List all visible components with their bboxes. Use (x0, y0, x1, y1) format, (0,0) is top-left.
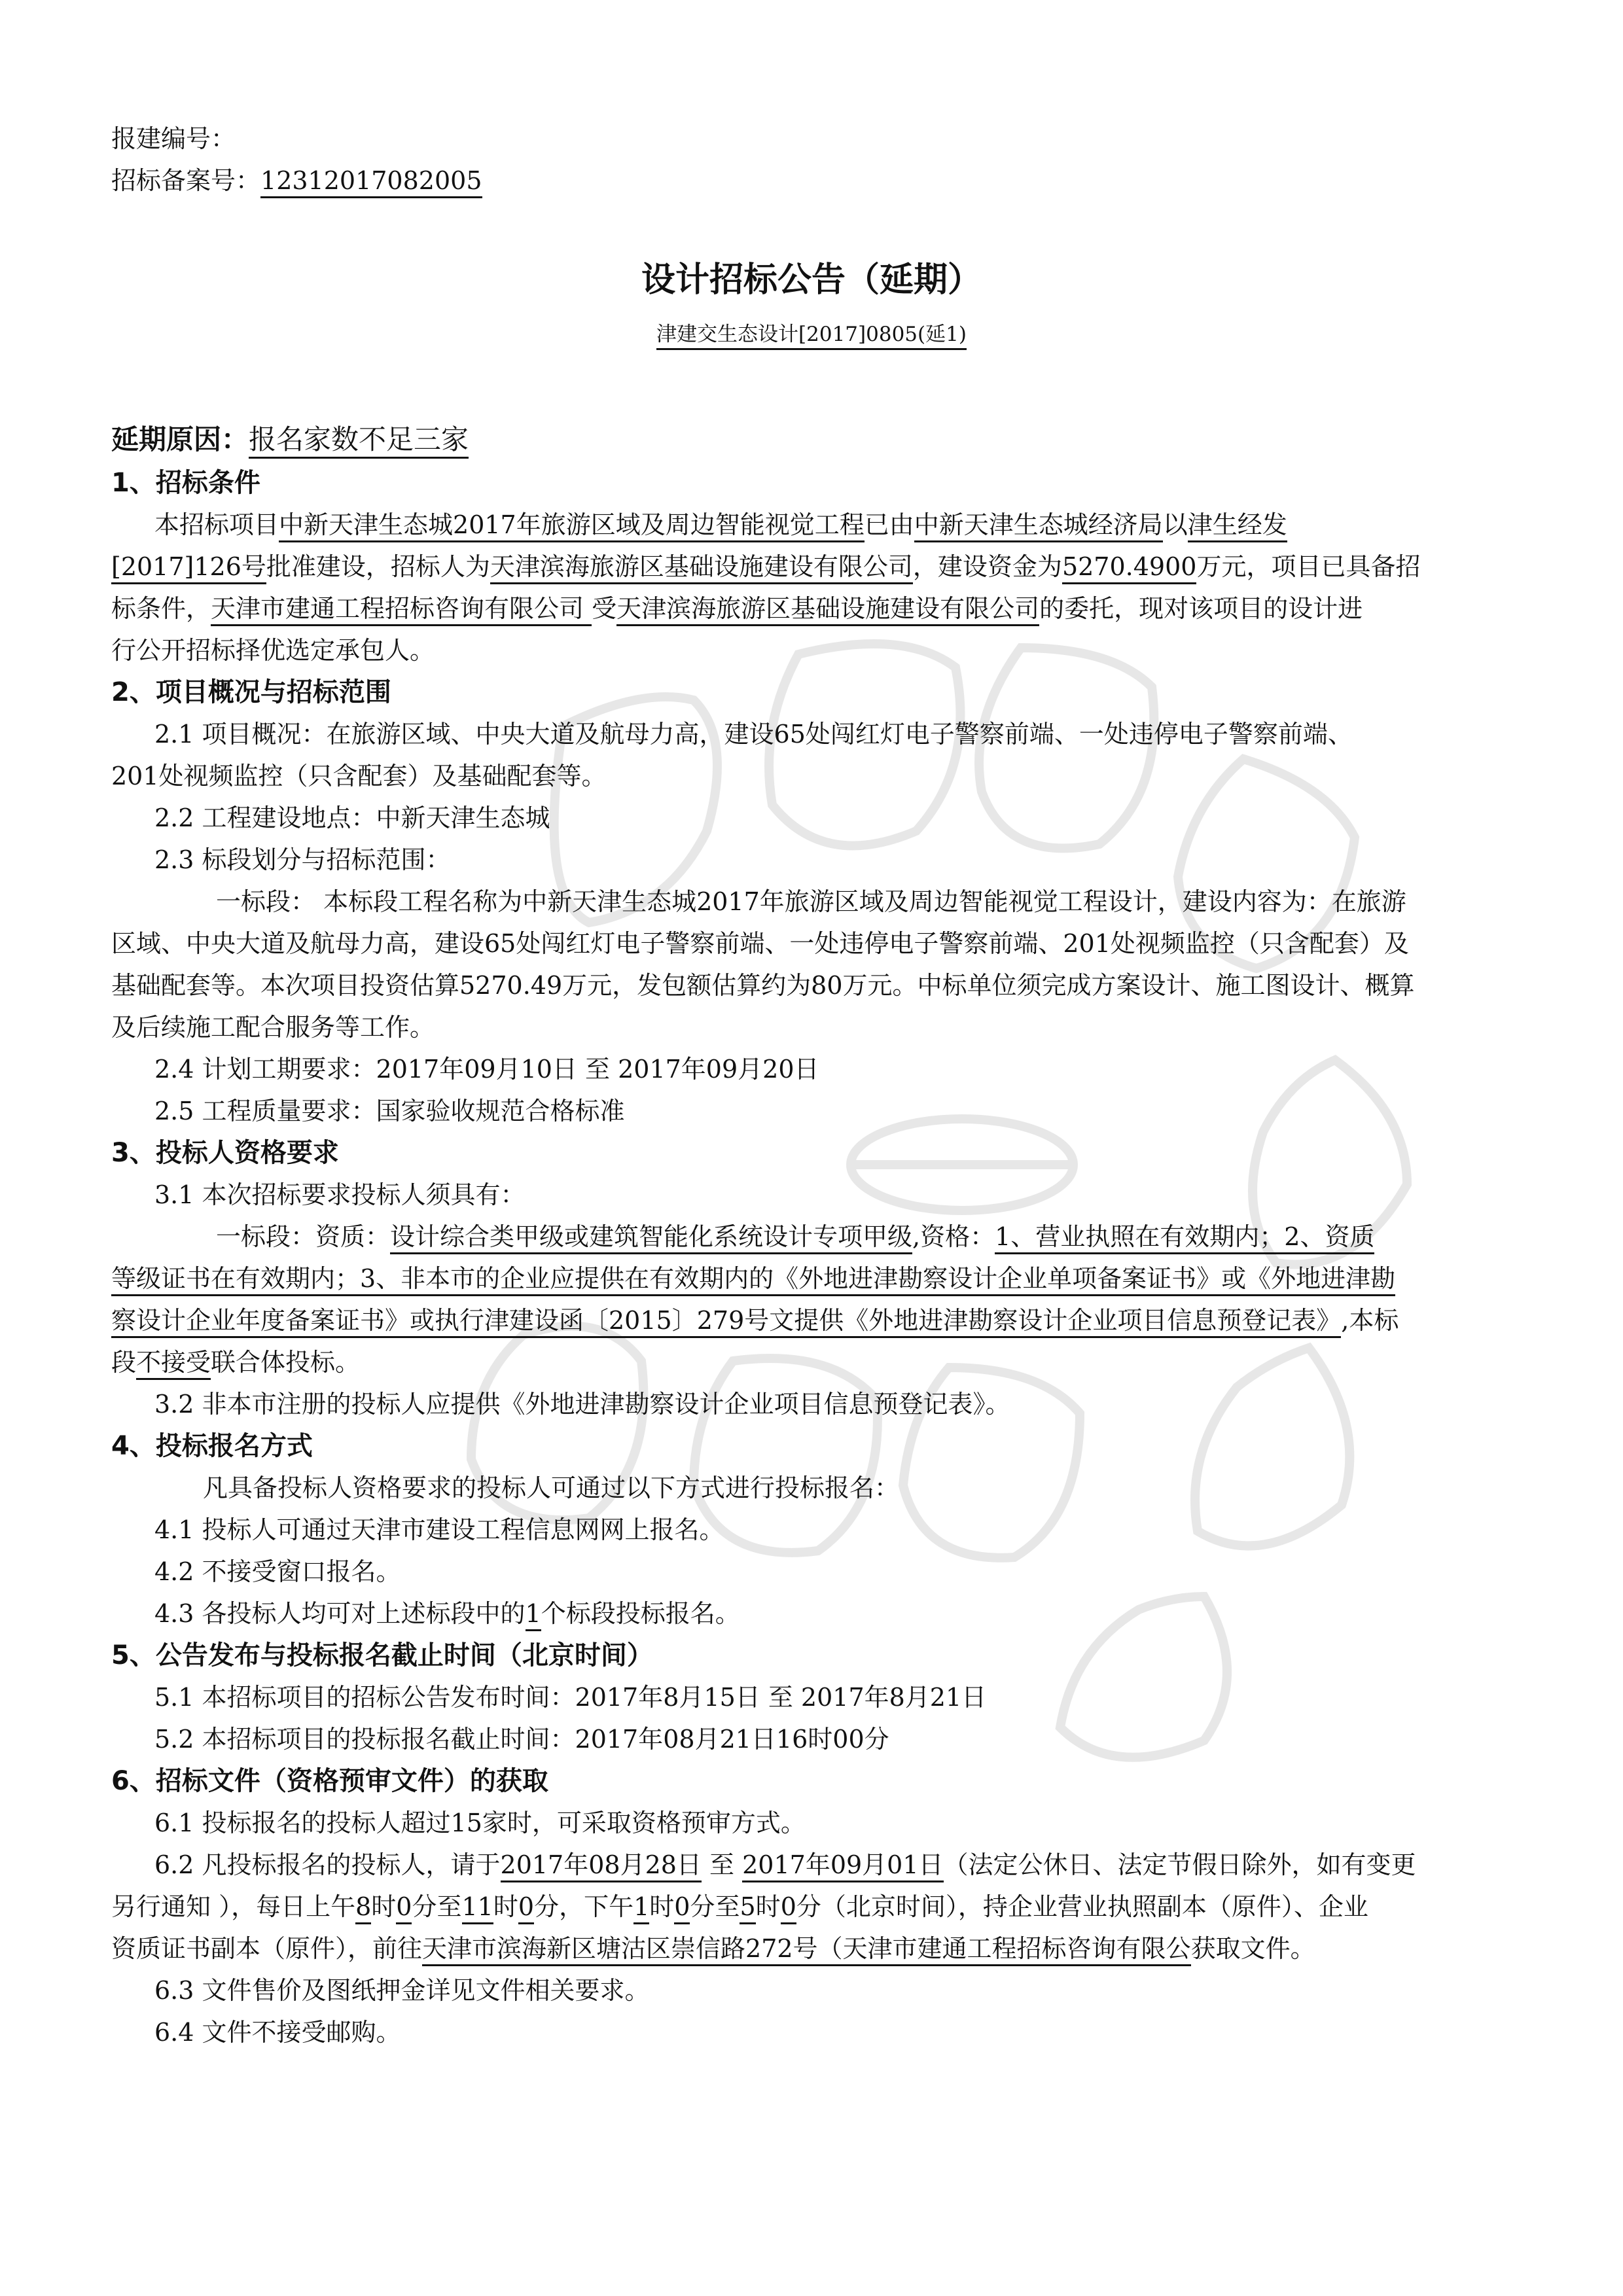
tenderer-name: 天津滨海旅游区基础设施建设有限公司 (490, 552, 913, 584)
s6-text: 时 (755, 1892, 781, 1921)
ba-number-label: 招标备案号： (111, 166, 261, 195)
s6-line-1: 6.1 投标报名的投标人超过15家时，可采取资格预审方式。 (154, 1809, 806, 1837)
s2-line-5: 一标段： 本标段工程名称为中新天津生态城2017年旅游区域及周边智能视觉工程设计，建设内容为：在旅游 (216, 887, 1406, 916)
time-value: 5 (740, 1892, 755, 1924)
project-name: 中新天津生态城2017年旅游区域及周边智能视觉工程 (279, 510, 865, 542)
delay-reason-label: 延期原因： (111, 423, 249, 455)
time-value: 11 (462, 1892, 493, 1924)
bj-number-label: 报建编号： (111, 124, 236, 153)
s2-line-6: 区域、中央大道及航母力高，建设65处闯红灯电子警察前端、一处违停电子警察前端、201处视频监控（只含配套）及 (111, 929, 1409, 958)
section-1-heading: 1、招标条件 (111, 468, 260, 498)
delay-reason-value: 报名家数不足三家 (249, 423, 469, 459)
s4-line-1: 4.1 投标人可通过天津市建设工程信息网网上报名。 (154, 1515, 724, 1544)
s4-intro: 凡具备投标人资格要求的投标人可通过以下方式进行投标报名： (203, 1474, 900, 1502)
time-value: 0 (674, 1892, 690, 1924)
s6-text: 分，下午 (534, 1892, 634, 1921)
approval-authority: 中新天津生态城经济局 (914, 510, 1163, 542)
s6-line-6: 6.4 文件不接受邮购。 (154, 2018, 401, 2047)
s6-text: 时 (649, 1892, 675, 1921)
s4-text: 个标段投标报名。 (541, 1599, 740, 1628)
eligibility-requirement: 察设计企业年度备案证书》或执行津建设函〔2015〕279号文提供《外地进津勘察设计企业项目信息预登记表》 (111, 1306, 1341, 1338)
s1-text: 标条件， (111, 594, 211, 623)
s3-text: 一标段：资质： (216, 1222, 391, 1251)
start-date: 2017年08月28日 (501, 1850, 702, 1882)
s6-text: 6.2 凡投标报名的投标人，请于 (154, 1850, 501, 1879)
s1-text: 的委托，现对该项目的设计进 (1039, 594, 1363, 623)
time-value: 0 (396, 1892, 412, 1924)
s6-text: 分（北京时间），持企业营业执照副本（原件）、企业 (796, 1892, 1368, 1921)
doc-number-text: 津建交生态设计[2017]0805(延1) (656, 323, 967, 350)
s1-line-1 (154, 504, 1287, 546)
s1-line-2 (111, 546, 1420, 588)
page-title: 设计招标公告（延期） (641, 260, 982, 300)
s6-line-2 (154, 1844, 1416, 1886)
section-2-heading: 2、项目概况与招标范围 (111, 677, 391, 707)
s6-text: 资质证书副本（原件），前往 (111, 1934, 423, 1963)
s2-line-1: 2.1 项目概况：在旅游区域、中央大道及航母力高，建设65处闯红灯电子警察前端、一处违停电子警察前端、 (154, 720, 1353, 749)
time-value: 0 (781, 1892, 796, 1924)
s6-line-5: 6.3 文件售价及图纸押金详见文件相关要求。 (154, 1976, 650, 2005)
s1-line-3 (111, 588, 1363, 629)
section-3-heading: 3、投标人资格要求 (111, 1138, 339, 1168)
s6-text: 获取文件。 (1190, 1934, 1315, 1963)
s1-text: 以 (1162, 510, 1188, 539)
s6-line-4 (111, 1928, 1315, 1969)
s3-line-1: 3.1 本次招标要求投标人须具有： (154, 1180, 526, 1209)
section-6-heading: 6、招标文件（资格预审文件）的获取 (111, 1766, 548, 1796)
s2-line-10: 2.5 工程质量要求：国家验收规范合格标准 (154, 1097, 625, 1125)
s6-line-3 (111, 1886, 1368, 1928)
s6-text: 另行通知 ），每日上午 (111, 1892, 356, 1921)
section-5-heading: 5、公告发布与投标报名截止时间（北京时间） (111, 1640, 653, 1670)
consortium-policy: 不接受 (136, 1348, 211, 1380)
eligibility-requirement: 等级证书在有效期内；3、非本市的企业应提供在有效期内的《外地进津勘察设计企业单项备案证书》或《外地进津勘 (111, 1264, 1395, 1296)
ba-number-value: 12312017082005 (260, 166, 482, 198)
s3-text: ,本标 (1341, 1306, 1399, 1335)
s3-text: 联合体投标。 (211, 1348, 361, 1377)
s1-text: ，建设资金为 (912, 552, 1062, 581)
time-value: 0 (518, 1892, 534, 1924)
s2-line-8: 及后续施工配合服务等工作。 (111, 1013, 435, 1042)
s6-text: 分至 (690, 1892, 740, 1921)
delay-reason-line (111, 419, 469, 461)
s2-line-7: 基础配套等。本次项目投资估算5270.49万元，发包额估算约为80万元。中标单位须完成方案设计、施工图设计、概算 (111, 971, 1415, 1000)
s5-line-1: 5.1 本招标项目的招标公告发布时间：2017年8月15日 至 2017年8月21日 (154, 1683, 987, 1712)
s5-line-2: 5.2 本招标项目的投标报名截止时间：2017年08月21日16时00分 (154, 1725, 889, 1754)
ba-number-line (111, 160, 482, 202)
eligibility-requirement: 1、营业执照在有效期内；2、资质 (995, 1222, 1374, 1254)
s1-text: 受 (592, 594, 617, 623)
s2-line-4: 2.3 标段划分与招标范围： (154, 845, 451, 874)
pickup-address: 天津市滨海新区塘沽区崇信路272号（天津市建通工程招标咨询有限公 (422, 1934, 1191, 1966)
time-value: 8 (355, 1892, 371, 1924)
s6-text: （法定公休日、法定节假日除外，如有变更 (943, 1850, 1416, 1879)
s6-text: 分至 (412, 1892, 462, 1921)
s3-line-3 (111, 1258, 1395, 1299)
s4-line-3 (154, 1593, 740, 1634)
lot-count: 1 (526, 1599, 541, 1631)
s2-line-3: 2.2 工程建设地点：中新天津生态城 (154, 804, 550, 832)
s1-text: 万元，项目已具备招 (1196, 552, 1421, 581)
s6-text: 时 (493, 1892, 518, 1921)
funding-amount: 5270.4900 (1062, 552, 1197, 584)
s4-text: 4.3 各投标人均可对上述标段中的 (154, 1599, 526, 1628)
s3-line-6: 3.2 非本市注册的投标人应提供《外地进津勘察设计企业项目信息预登记表》。 (154, 1390, 1010, 1419)
s4-line-2: 4.2 不接受窗口报名。 (154, 1557, 401, 1586)
s2-line-9: 2.4 计划工期要求：2017年09月10日 至 2017年09月20日 (154, 1055, 819, 1084)
s1-text: 本招标项目 (154, 510, 279, 539)
s3-line-2 (216, 1216, 1374, 1258)
doc-number (0, 317, 1623, 347)
approval-doc-prefix: 津生经发 (1188, 510, 1287, 542)
s6-text: 至 (701, 1850, 743, 1879)
s3-text: 段 (111, 1348, 137, 1377)
s1-text: 已由 (864, 510, 914, 539)
s6-text: 时 (371, 1892, 397, 1921)
time-value: 1 (633, 1892, 649, 1924)
s3-line-4 (111, 1299, 1399, 1341)
s3-line-5 (111, 1341, 360, 1383)
s1-line-4: 行公开招标择优选定承包人。 (111, 636, 435, 665)
qualification-requirement: 设计综合类甲级或建筑智能化系统设计专项甲级 (390, 1222, 912, 1254)
end-date: 2017年09月01日 (742, 1850, 943, 1882)
s2-line-2: 201处视频监控（只含配套）及基础配套等。 (111, 762, 607, 790)
tenderer-name: 天津滨海旅游区基础设施建设有限公司 (616, 594, 1039, 626)
section-4-heading: 4、投标报名方式 (111, 1431, 313, 1461)
s3-text: ,资格： (912, 1222, 995, 1251)
approval-doc-number: [2017]126号 (111, 552, 266, 584)
s1-text: 批准建设，招标人为 (266, 552, 490, 581)
bj-number-line (111, 118, 236, 160)
agency-name: 天津市建通工程招标咨询有限公司 (211, 594, 592, 626)
